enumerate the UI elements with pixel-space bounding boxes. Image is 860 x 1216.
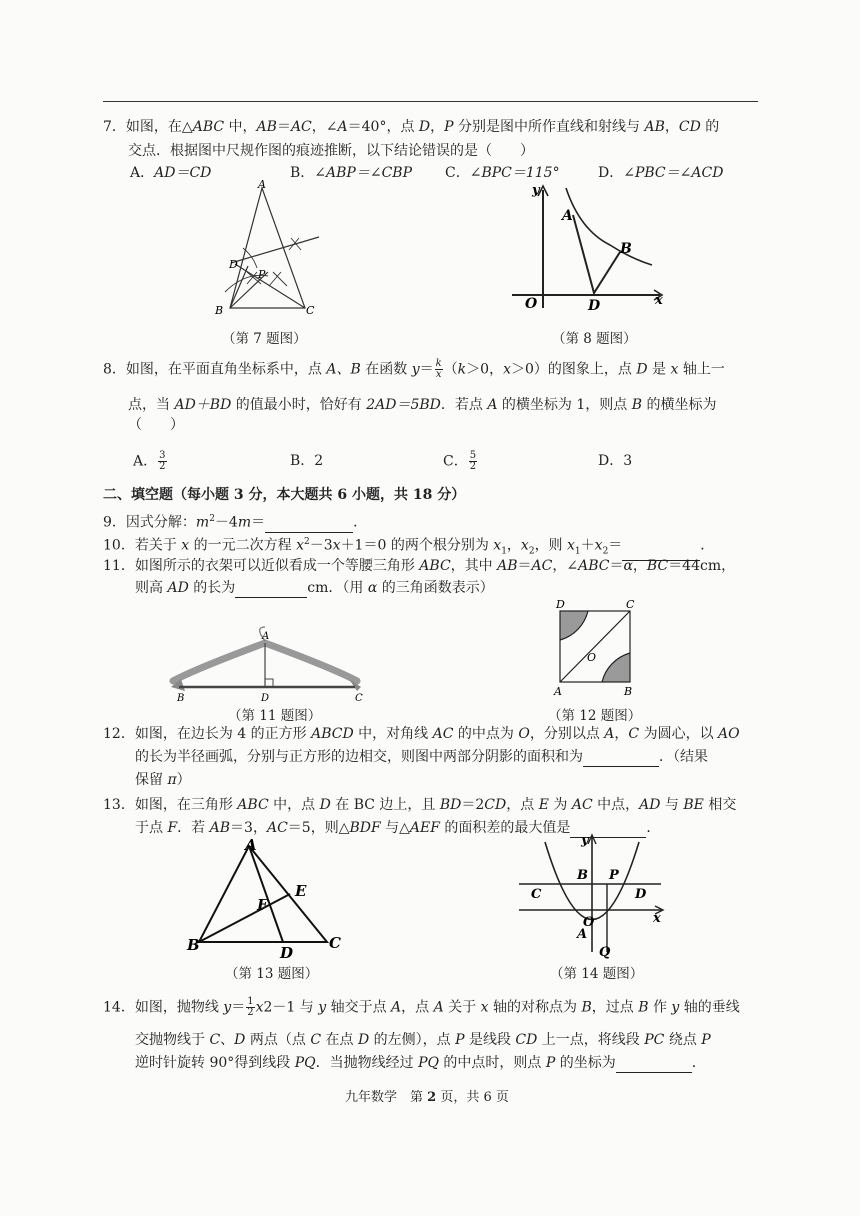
fig12-label-c: C [626,598,635,611]
shaded-region-left [560,611,588,640]
q7-option-d: D．∠PBC＝∠ACD [598,165,724,181]
q14-line1: 14．如图，抛物线 y＝ $\frac{1}{2}$ x2－1 与 y 轴交于点 A，点 A 关于 x 轴的对称点为 B，过点 B 作 y 轴的垂线 [103,996,740,1018]
q12-line2: 的长为半径画弧，分别与正方形的边相交，则图中两部分阴影的面积和为 ．（结果 [135,749,708,765]
figure-11-hanger [165,625,375,705]
segments-ad-bd [573,215,620,293]
fig7-label-a: A [258,180,266,191]
fig8-caption: （第 8 题图） [552,331,637,347]
fig14-label-y: y [581,833,589,848]
fig11-label-d: D [261,693,270,704]
fig12-label-a: A [554,685,562,698]
fig13-label-c: C [329,934,341,952]
fig11-caption: （第 11 题图） [228,708,322,724]
fig13-label-f: F [257,896,268,914]
fig14-label-d: D [635,887,647,902]
q11-line1: 11．如图所示的衣架可以近似看成一个等腰三角形 ABC，其中 AB＝AC，∠ABC＝α，BC＝44cm， [103,558,736,574]
q8-line3: （ ） [128,417,184,433]
q7-option-c: C．∠BPC＝115° [445,165,560,181]
q12-line3: 保留 π） [135,772,191,788]
q8-option-a: A． $\frac{3}{2}$ [133,450,166,472]
q9-answer-blank[interactable] [265,516,353,533]
fig12-label-b: B [624,685,633,698]
q9-line: 9．因式分解：$m^2-4m=$ ． [103,514,368,531]
fig14-caption: （第 14 题图） [550,966,644,982]
triangle-abc-shape [199,846,327,942]
triangle-abc-shape [230,188,305,308]
fig11-label-c: C [355,693,363,704]
figure-12-square [548,596,648,701]
fig7-label-d: D [229,258,238,271]
fig14-label-x: x [653,911,661,926]
q14-answer-blank[interactable] [616,1056,692,1073]
segment-cd [235,264,305,308]
fig13-label-d: D [280,944,294,961]
fig14-label-q: Q [599,945,611,960]
page-footer: 九年数学 第 2 页，共 6 页 [345,1090,509,1105]
q14-line2: 交抛物线于 C、D 两点（点 C 在点 D 的左侧），点 P 是线段 CD 上一点，将线段 PC 绕点 P [135,1032,711,1048]
segment-ad [249,846,283,942]
q8-line1: 8．如图，在平面直角坐标系中，点 A、B 在函数 y＝ $\frac{k}{x}$ （k＞0，x＞0）的图象上，点 D 是 x 轴上一 [103,358,725,380]
fig8-label-x: x [655,293,663,308]
fig14-label-p: P [609,868,619,883]
fig12-label-d: D [556,598,565,611]
hyperbola-curve [566,188,652,265]
fig8-label-a: A [562,208,573,224]
fig11-label-a: A [262,631,270,642]
q8-option-b: B．2 [290,453,324,469]
q7-option-b: B．∠ABP＝∠CBP [290,165,412,181]
fig8-label-y: y [532,183,540,198]
figure-7-triangle [205,180,335,320]
q7-option-a: A．AD＝CD [130,165,212,181]
fig13-caption: （第 13 题图） [225,966,319,982]
fig12-caption: （第 12 题图） [548,708,642,724]
fig7-caption: （第 7 题图） [222,331,307,347]
fig14-label-c: C [531,887,542,902]
fig14-label-a: A [577,927,588,942]
q8-line2: 点，当 AD＋BD 的值最小时，恰好有 2AD＝5BD．若点 A 的横坐标为 1，则点 B 的横坐标为 [128,397,717,413]
q12-answer-blank[interactable] [583,750,659,767]
q13-line2: 于点 F．若 AB＝3，AC＝5，则△BDF 与△AEF 的面积差的最大值是 ． [135,820,661,836]
shaded-region-right [602,653,630,682]
fig7-label-p: P [258,268,266,281]
fig13-label-b: B [187,936,200,954]
construction-cross-1 [269,272,287,286]
fig7-label-b: B [215,304,224,317]
fig14-label-b: B [577,868,588,883]
q10-line: 10．若关于 x 的一元二次方程 $x^2-3x+1=0$ 的两个根分别为 $x_1$，$x_2$，则 $x_1+x_2=$ ． [103,532,714,561]
segment-be [199,894,290,942]
fig11-label-b: B [177,693,185,704]
fig7-label-c: C [306,304,315,317]
figure-8-graph [510,180,675,320]
fig13-label-e: E [295,882,307,900]
perpendicular-bisector [231,237,319,263]
fig8-label-o: O [525,296,538,312]
q13-line1: 13．如图，在三角形 ABC 中，点 D 在 BC 边上，且 BD＝2CD，点 E 为 AC 中点，AD 与 BE 相交 [103,797,737,813]
figure-14-parabola [515,832,670,960]
q14-line3: 逆时针旋转 90°得到线段 PQ．当抛物线经过 PQ 的中点时，则点 P 的坐标为 ． [135,1055,706,1071]
fig8-label-b: B [620,241,632,257]
fig8-label-d: D [588,298,601,314]
q11-answer-blank[interactable] [235,581,307,598]
fig13-label-a: A [245,836,257,854]
q8-option-c: C． $\frac{5}{2}$ [443,450,477,472]
q8-option-d: D．3 [598,453,633,469]
q7-line2: 交点．根据图中尺规作图的痕迹推断，以下结论错误的是（ ） [128,143,534,159]
top-rule [103,101,758,102]
q12-line1: 12．如图，在边长为 4 的正方形 ABCD 中，对角线 AC 的中点为 O，分别以点 A，C 为圆心，以 AO [103,726,740,742]
figure-13-triangle [185,836,355,961]
section-2-title: 二、填空题（每小题 3 分，本大题共 6 小题，共 18 分） [103,487,466,503]
q7-line1: 7．如图，在△ABC 中，AB＝AC，∠A＝40°，点 D，P 分别是图中所作直线和射线与 AB，CD 的 [103,119,720,135]
fig14-label-o: O [583,915,595,930]
fig12-label-o: O [587,651,597,664]
q11-line2: 则高 AD 的长为 cm．（用 α 的三角函数表示） [135,580,494,596]
